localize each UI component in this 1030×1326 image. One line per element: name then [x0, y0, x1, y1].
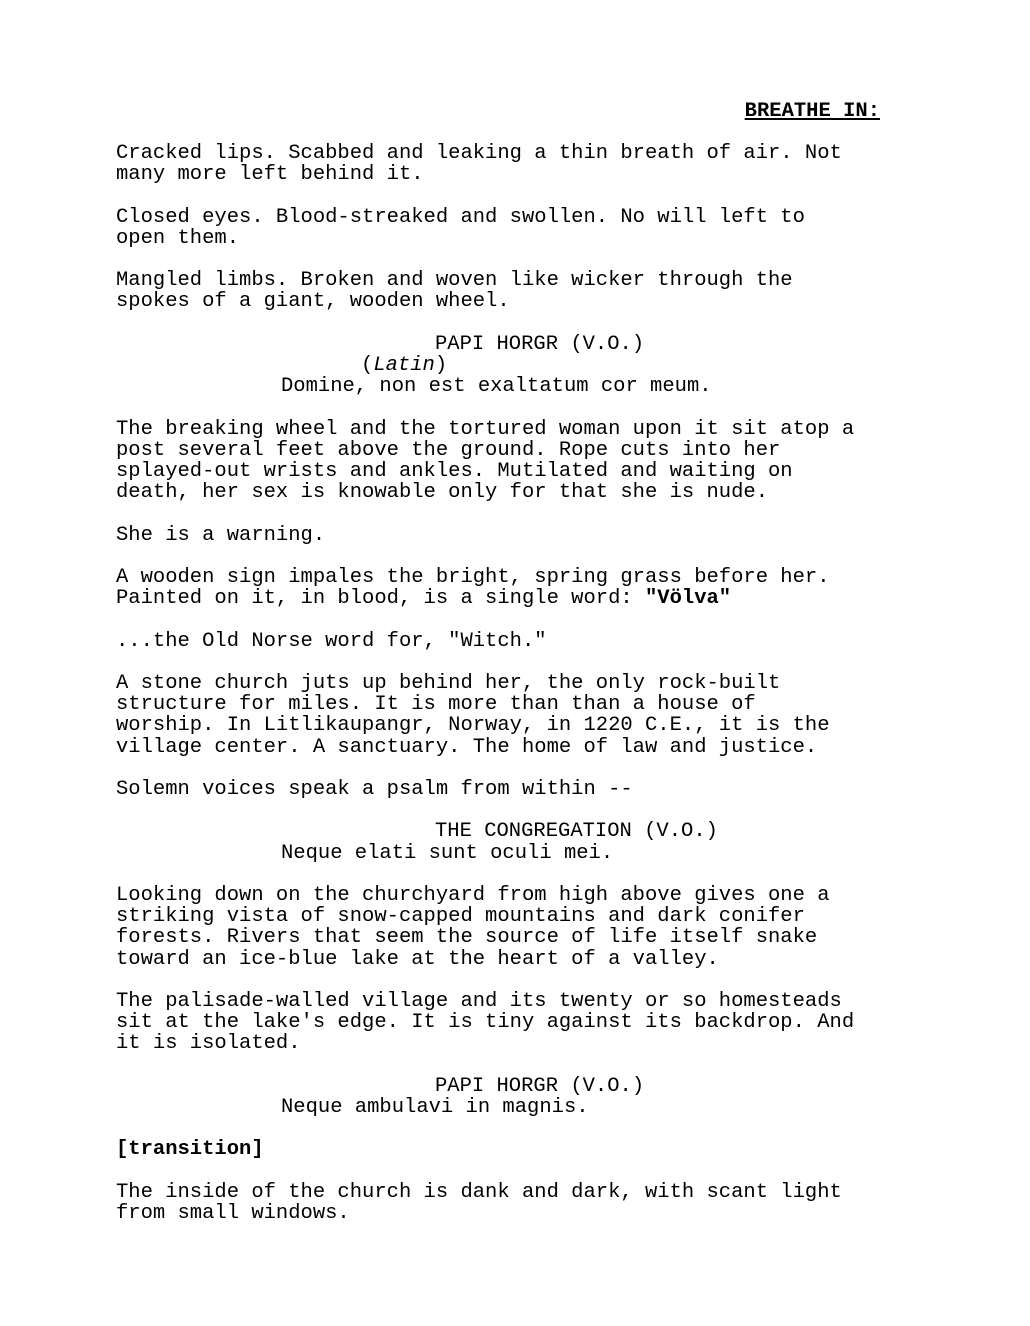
action-paragraph: Mangled limbs. Broken and woven like wicker through the spokes of a giant, wooden wheel.: [116, 269, 793, 314]
action-paragraph: Looking down on the churchyard from high above gives one a striking vista of snow-capped mountains and dark conifer forests. Rivers that seem the source of life itself snake toward an ice-blue lake at the heart of a valley.: [116, 883, 830, 971]
action-paragraph: The breaking wheel and the tortured woman upon it sit atop a post several feet above the ground. Rope cuts into her splayed-out wrists and ankles. Mutilated and waiting on death, her sex is knowable only for that she is nude.: [116, 417, 855, 505]
dialogue-block: [116, 334, 896, 398]
scene-heading: BREATHE IN:: [744, 100, 880, 123]
character-name: PAPI HORGR (V.O.): [435, 332, 645, 356]
paren-close: ): [434, 353, 448, 377]
action-paragraph: She is a warning.: [116, 523, 326, 547]
dialogue-line: Neque ambulavi in magnis.: [281, 1095, 589, 1119]
bold-word: "Völva": [645, 587, 732, 611]
action-paragraph: A stone church juts up behind her, the only rock-built structure for miles. It is more than than a house of worship. In Litlikaupangr, Norway, in 1220 C.E., it is the village center. A sanctuary. The home of law and justice.: [116, 671, 830, 759]
action-paragraph: Solemn voices speak a psalm from within --: [116, 777, 633, 801]
parenthetical: [361, 355, 896, 376]
action-paragraph: The inside of the church is dank and dark, with scant light from small windows.: [116, 1180, 842, 1225]
parenthetical-text: Latin: [373, 353, 435, 377]
character-name: PAPI HORGR (V.O.): [435, 1074, 645, 1098]
dialogue-block: [116, 821, 896, 863]
paren-open: (: [361, 353, 374, 377]
dialogue-line: Neque elati sunt oculi mei.: [281, 841, 614, 865]
dialogue-block: [116, 1076, 896, 1118]
action-paragraph: Cracked lips. Scabbed and leaking a thin breath of air. Not many more left behind it.: [116, 142, 842, 187]
character-name: THE CONGREGATION (V.O.): [435, 820, 718, 844]
transition-label: [transition]: [116, 1138, 264, 1162]
dialogue-line: Domine, non est exaltatum cor meum.: [281, 375, 712, 399]
action-paragraph: Closed eyes. Blood-streaked and swollen. No will left to open them.: [116, 205, 805, 250]
script-body: [116, 143, 896, 1245]
action-paragraph: ...the Old Norse word for, "Witch.": [116, 629, 547, 653]
action-paragraph: The palisade-walled village and its twenty or so homesteads sit at the lake's edge. It is tiny against its backdrop. And it is isolated.: [116, 989, 855, 1056]
action-paragraph: [116, 567, 896, 609]
action-text: A wooden sign impales the bright, spring grass before her. Painted on it, in blood, is a single word:: [116, 565, 830, 611]
